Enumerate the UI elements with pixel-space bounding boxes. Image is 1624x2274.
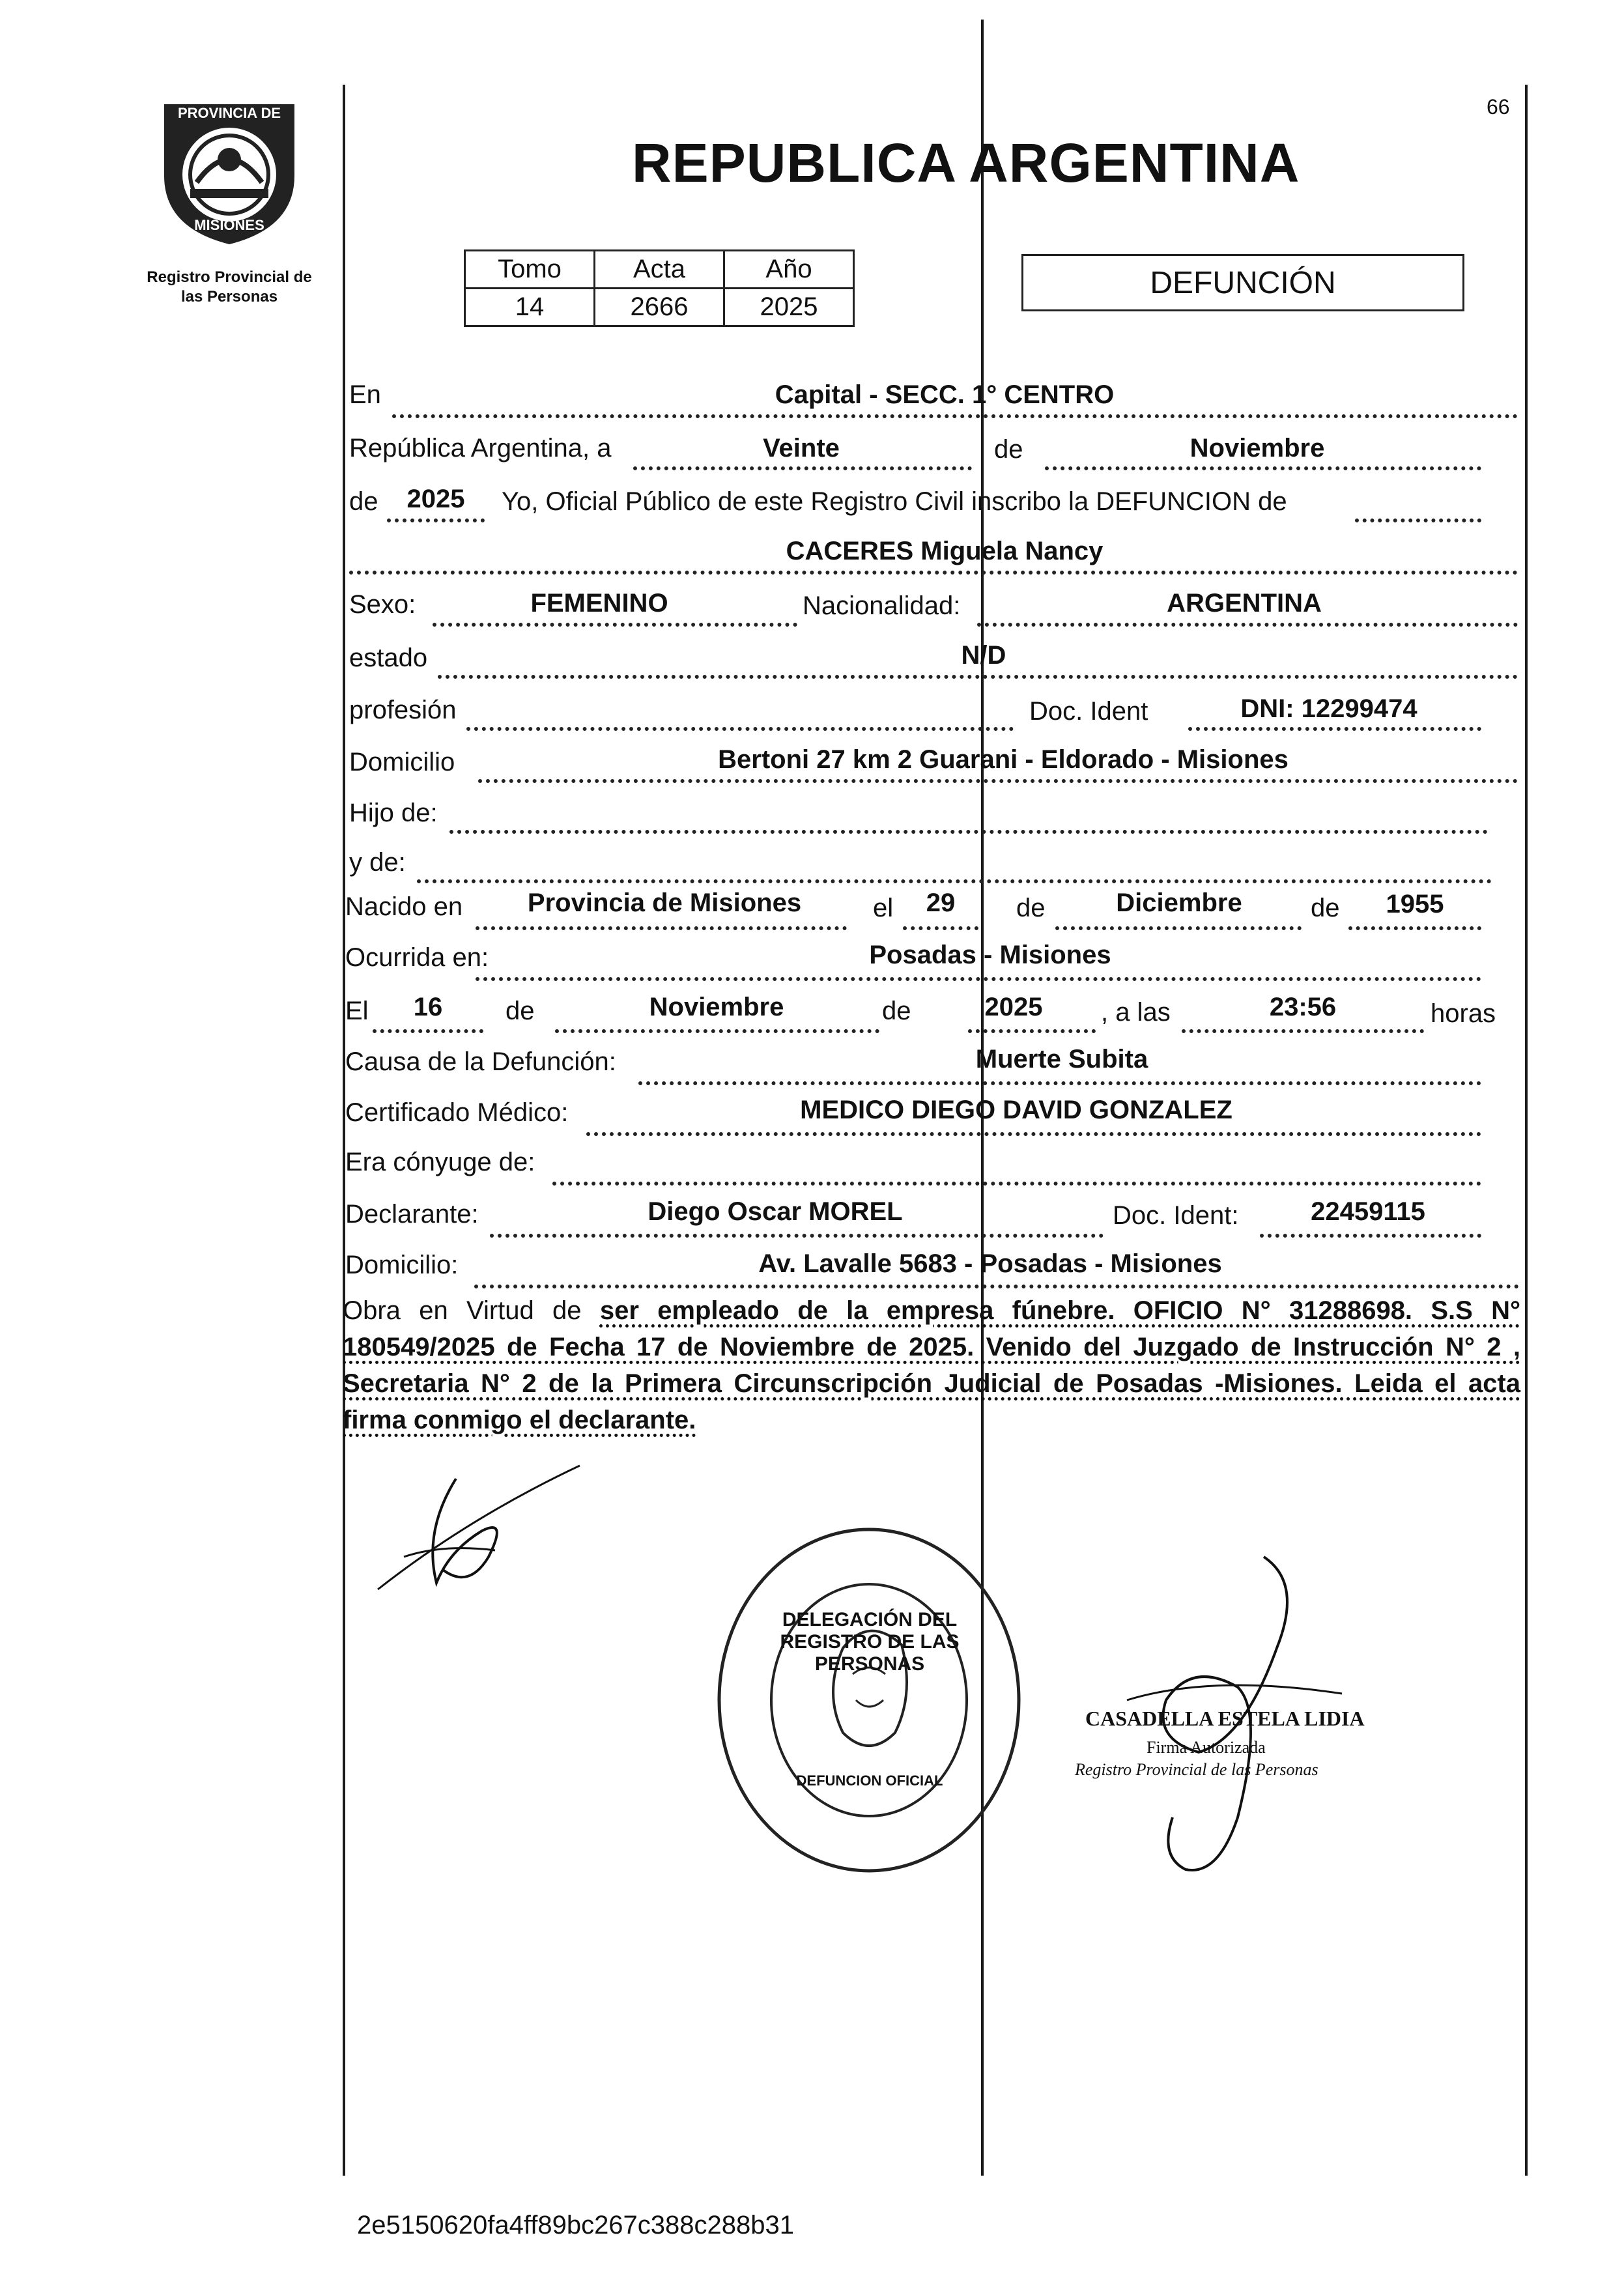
document-hash: 2e5150620fa4ff89bc267c388c288b31 [357,2211,795,2239]
nacionalidad-line [977,623,1518,627]
ocurrida-label: Ocurrida en: [345,943,489,972]
fallec-mes-value: Noviembre [649,993,784,1021]
nacido-anio-value: 1955 [1386,890,1444,918]
left-margin-line [343,85,345,2176]
mes-value: Noviembre [1190,434,1325,462]
anio-line [387,519,485,522]
doc-ident-value: DNI: 12299474 [1240,694,1417,723]
sexo-line [433,623,797,627]
reference-table [464,249,855,327]
dia-value: Veinte [763,434,840,462]
declarant-signature [365,1453,599,1609]
tomo-value: 14 [465,289,595,326]
horas-label: horas [1431,999,1496,1028]
causa-label: Causa de la Defunción: [345,1047,616,1076]
doc-ident2-line [1260,1234,1481,1238]
official-name: CASADELLA ESTELA LIDIA [1085,1707,1365,1730]
nacido-el-label: el [873,894,894,922]
acta-header: Acta [595,251,724,289]
registry-name-line1: Registro Provincial de [147,268,312,286]
declarante-value: Diego Oscar MOREL [648,1197,903,1226]
nacionalidad-value: ARGENTINA [1167,589,1322,618]
obra-text: ser empleado de la empresa fúnebre. OFICIO N° 31288698. S.S N° 180549/2025 de Fecha 17 de Noviembre de 2025. Venido del Juzgado de Instrucción N° 2 , Secretaria N° 2 de la Primera Circunscripción Judicial de Posadas -Misiones. Leida el acta firma conmigo el declarante. [343,1296,1520,1434]
inscribo-text: Yo, Oficial Público de este Registro Civil inscribo la DEFUNCION de [502,487,1287,516]
hijo-de-label: Hijo de: [349,799,438,827]
profesion-line [466,727,1014,731]
certificado-value: MEDICO DIEGO DAVID GONZALEZ [800,1096,1232,1124]
anio-value: 2025 [724,289,854,326]
el-label: El [345,997,369,1025]
causa-line [638,1081,1481,1085]
de-label-1: de [994,435,1023,464]
inscribo-trailing-line [1355,519,1481,522]
domicilio-line [478,779,1518,783]
estado-value: N/D [961,641,1006,670]
domicilio-label: Domicilio [349,748,455,776]
anio-inscripcion-value: 2025 [406,485,465,513]
stamp-ring-text: DELEGACIÓN DEL REGISTRO DE LAS PERSONAS [780,1609,960,1675]
page-number: 66 [1487,95,1510,119]
domicilio2-value: Av. Lavalle 5683 - Posadas - Misiones [758,1249,1222,1278]
document-type-box: DEFUNCIÓN [1021,254,1464,311]
obra-paragraph [343,1292,1520,1438]
doc-ident-line [1188,727,1481,731]
domicilio-value: Bertoni 27 km 2 Guarani - Eldorado - Misiones [718,745,1289,774]
official-role: Firma Autorizada [1147,1738,1266,1757]
declarante-label: Declarante: [345,1200,479,1229]
certificado-line [586,1132,1481,1136]
seal-text-top: PROVINCIA DE [177,105,281,121]
stamp-inner-text: DEFUNCION OFICIAL [796,1772,943,1789]
de-label-6: de [882,997,911,1025]
domicilio2-line [474,1285,1519,1288]
hora-line [1182,1029,1424,1033]
acta-value: 2666 [595,289,724,326]
sexo-label: Sexo: [349,590,416,619]
y-de-line [417,879,1492,883]
deceased-name-value: CACERES Miguela Nancy [786,537,1104,565]
conyuge-label: Era cónyuge de: [345,1148,535,1176]
de-label-4: de [1311,894,1340,922]
nacionalidad-label: Nacionalidad: [803,591,961,620]
nacido-mes-line [1055,926,1302,930]
de-label-5: de [506,997,535,1025]
mes-line [1045,466,1481,470]
dia-line [633,466,972,470]
causa-value: Muerte Subita [975,1045,1148,1073]
conyuge-line [552,1182,1481,1186]
certificado-label: Certificado Médico: [345,1098,569,1127]
doc-ident2-label: Doc. Ident: [1113,1201,1239,1230]
declarante-line [490,1234,1104,1238]
hora-value: 23:56 [1269,993,1337,1021]
doc-ident-label: Doc. Ident [1029,697,1148,726]
de-label-3: de [1016,894,1046,922]
nombre-line [349,571,1518,575]
right-margin-line [1525,85,1528,2176]
fallec-dia-value: 16 [413,993,443,1021]
nacido-line [476,926,847,930]
nacido-label: Nacido en [345,892,463,921]
en-label: En [349,380,381,409]
registry-oval-stamp [713,1524,1025,1876]
registry-name-line2: las Personas [180,288,278,306]
estado-line [438,675,1518,679]
domicilio2-label: Domicilio: [345,1251,459,1279]
nacido-anio-line [1348,926,1481,930]
fallec-anio-line [968,1029,1096,1033]
profesion-label: profesión [349,696,457,724]
doc-ident2-value: 22459115 [1311,1197,1425,1226]
sexo-value: FEMENINO [530,589,668,618]
page-title: REPUBLICA ARGENTINA [632,132,1300,193]
y-de-label: y de: [349,848,406,877]
nacido-dia-line [903,926,978,930]
ocurrida-line [476,977,1481,981]
nacido-mes-value: Diciembre [1116,888,1242,917]
ocurrida-value: Posadas - Misiones [869,941,1111,969]
en-line [392,414,1518,418]
fallec-anio-value: 2025 [984,993,1043,1021]
hijo-de-line [449,830,1488,834]
anio-header: Año [724,251,854,289]
a-las-label: , a las [1101,998,1171,1027]
official-org: Registro Provincial de las Personas [1075,1760,1318,1779]
nacido-dia-value: 29 [926,888,956,917]
republica-label: República Argentina, a [349,434,612,462]
estado-label: estado [349,644,428,672]
de-label-2: de [349,487,378,516]
fallec-dia-line [373,1029,483,1033]
en-value: Capital - SECC. 1° CENTRO [775,380,1115,409]
seal-text-bottom: MISIONES [194,217,264,233]
tomo-header: Tomo [465,251,595,289]
fallec-mes-line [555,1029,879,1033]
obra-prefix: Obra en Virtud de [343,1296,582,1325]
nacido-value: Provincia de Misiones [527,888,802,917]
